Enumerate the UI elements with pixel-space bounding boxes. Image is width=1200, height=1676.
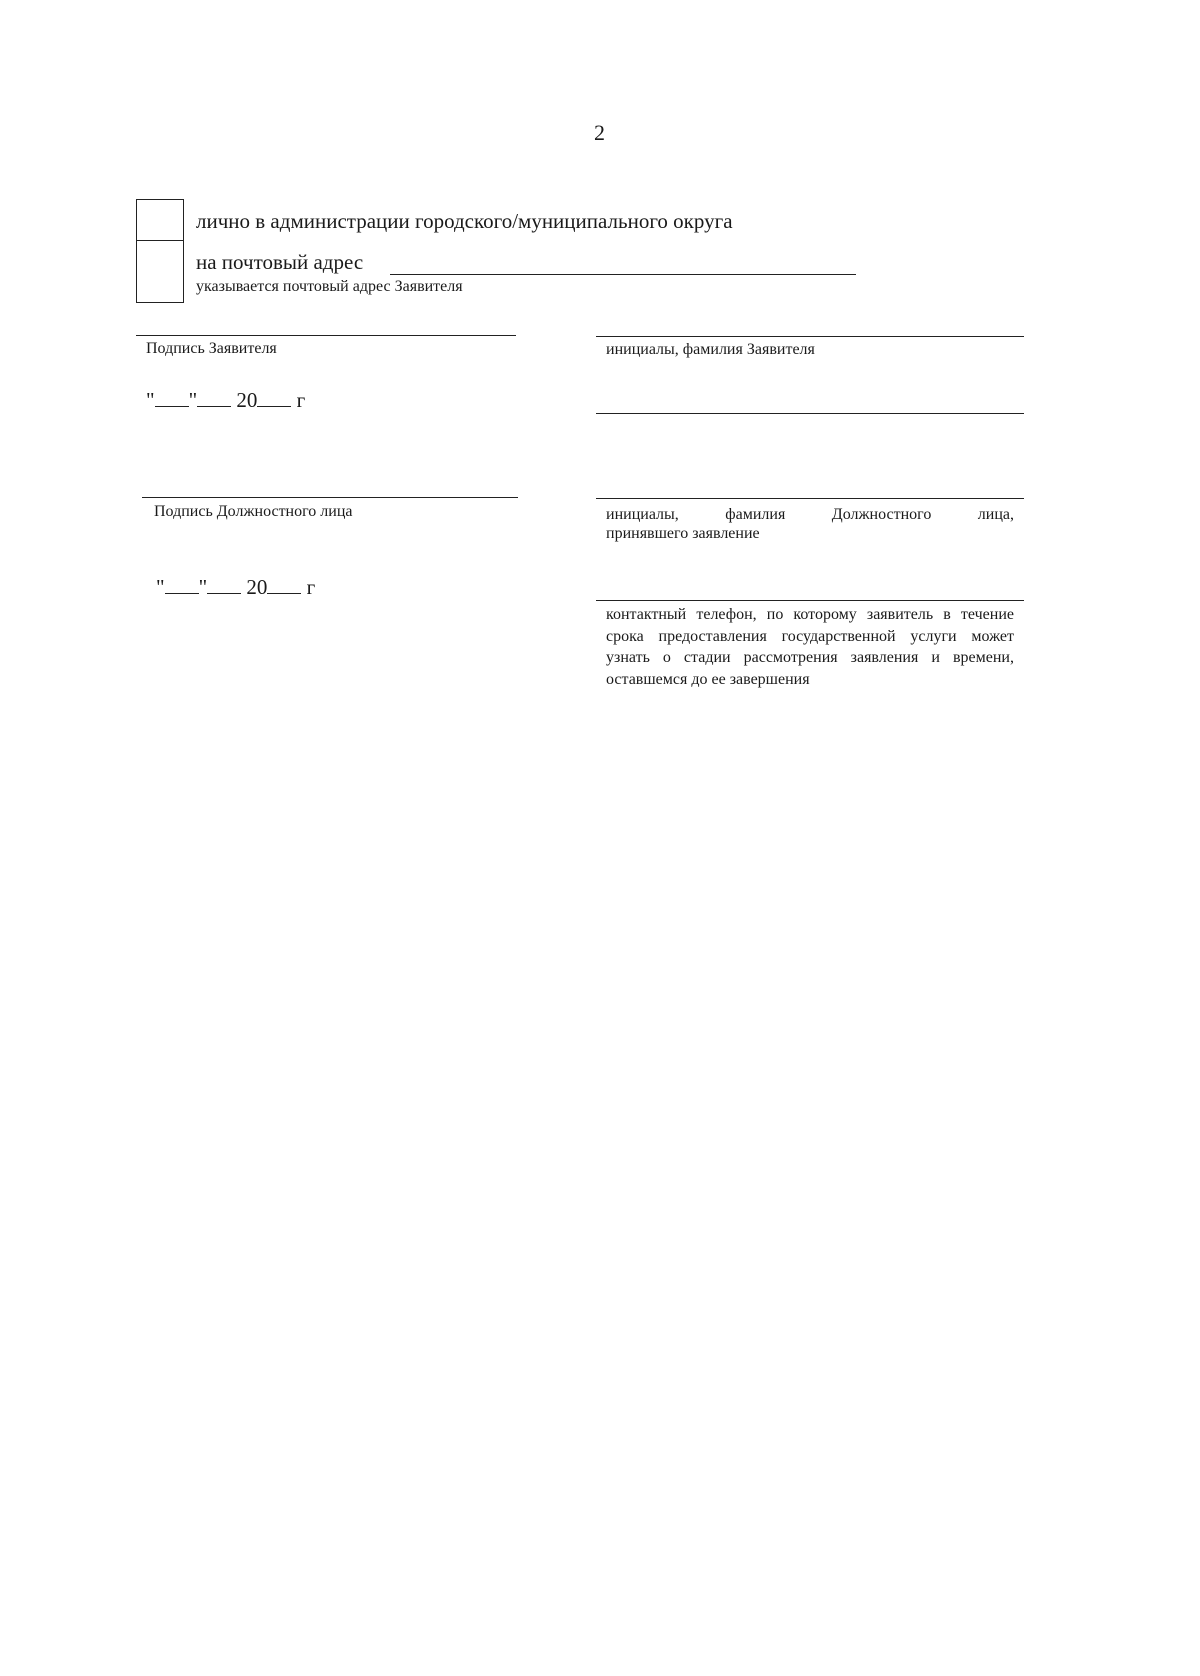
- official-name-label-line2: принявшего заявление: [606, 525, 760, 542]
- page-number: 2: [594, 120, 605, 145]
- postal-address-checkbox[interactable]: [136, 240, 184, 303]
- date-quote-close: ": [198, 575, 208, 599]
- date-quote-close: ": [188, 388, 198, 412]
- official-signature-line[interactable]: [142, 497, 518, 498]
- date-quote-open: ": [146, 388, 155, 412]
- year-prefix: 20: [246, 575, 268, 599]
- official-name-label-line1: инициалы, фамилия Должностного лица,: [606, 506, 1014, 523]
- year-suffix: г: [306, 575, 316, 599]
- applicant-day-field[interactable]: [155, 388, 189, 407]
- applicant-name-line[interactable]: [596, 336, 1024, 337]
- contact-phone-label: контактный телефон, по которому заявитель в течение срока предоставления государственной услуги может узнать о стадии рассмотрения заявления и времени, оставшемся до ее завершения: [606, 606, 1014, 688]
- date-quote-open: ": [156, 575, 165, 599]
- in-person-checkbox[interactable]: [136, 199, 184, 241]
- official-day-field[interactable]: [165, 575, 199, 594]
- year-suffix: г: [296, 388, 306, 412]
- official-year-field[interactable]: [267, 575, 301, 594]
- postal-address-option-label: на почтовый адрес: [196, 250, 364, 274]
- official-name-line[interactable]: [596, 498, 1024, 499]
- postal-address-hint: указывается почтовый адрес Заявителя: [196, 278, 463, 295]
- applicant-date: [146, 388, 305, 413]
- applicant-extra-line[interactable]: [596, 413, 1024, 414]
- applicant-signature-line[interactable]: [136, 335, 516, 336]
- official-signature-label: Подпись Должностного лица: [154, 503, 353, 520]
- applicant-year-field[interactable]: [257, 388, 291, 407]
- official-month-field[interactable]: [207, 575, 241, 594]
- year-prefix: 20: [236, 388, 258, 412]
- official-date: [156, 575, 315, 600]
- applicant-name-label: инициалы, фамилия Заявителя: [606, 341, 815, 358]
- in-person-option-label: лично в администрации городского/муниципального округа: [196, 209, 733, 233]
- applicant-signature-label: Подпись Заявителя: [146, 340, 277, 357]
- contact-phone-line[interactable]: [596, 600, 1024, 601]
- applicant-month-field[interactable]: [197, 388, 231, 407]
- postal-address-field[interactable]: [390, 274, 856, 275]
